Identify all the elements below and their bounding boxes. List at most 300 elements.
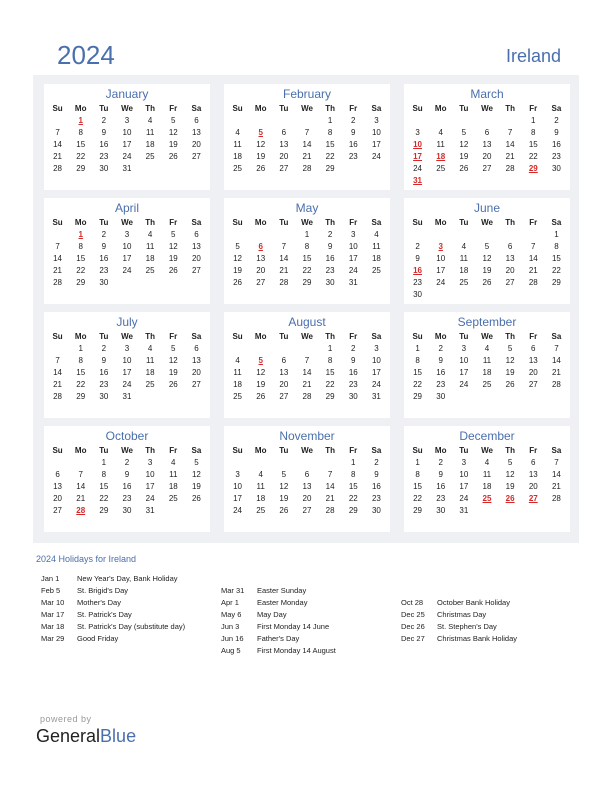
day-cell: 24: [122, 380, 132, 389]
day-cell: 3: [124, 230, 130, 239]
holidays-title: 2024 Holidays for Ireland: [36, 554, 137, 564]
weekday-label: Mo: [434, 332, 447, 341]
day-cell: 5: [484, 242, 490, 251]
weekday-header: [46, 444, 208, 457]
month-name: July: [116, 315, 138, 329]
day-cell: 22: [413, 380, 423, 389]
week-row: [226, 253, 388, 265]
day-cell: 28: [53, 278, 63, 287]
empty-day-cell: [295, 343, 318, 355]
weekday-label: Mo: [74, 218, 87, 227]
empty-day-cell: [499, 115, 522, 127]
day-cell: 25: [145, 152, 155, 161]
day-cell: 11: [145, 128, 155, 137]
day-cell: 31: [122, 392, 132, 401]
day-cell: 26: [256, 164, 266, 173]
month-name: January: [105, 87, 149, 101]
day-cell: 30: [99, 392, 109, 401]
week-row: [406, 139, 568, 151]
day-cell: 2: [101, 230, 107, 239]
day-cell: 3: [461, 344, 467, 353]
weekday-header: [406, 330, 568, 343]
month-january: [44, 84, 210, 190]
day-cell: 11: [256, 482, 265, 491]
weekday-label: Su: [232, 104, 243, 113]
empty-day-cell: [429, 115, 452, 127]
day-cell: 12: [256, 368, 266, 377]
empty-day-cell: [295, 115, 318, 127]
day-cell: 11: [169, 470, 178, 479]
holiday-date: Jun 3: [221, 622, 240, 631]
weekday-label: We: [301, 332, 313, 341]
empty-day-cell: [365, 163, 388, 175]
holiday-name: St. Patrick's Day (substitute day): [77, 622, 186, 631]
day-cell: 13: [302, 482, 312, 491]
holiday-date: Mar 31: [221, 586, 245, 595]
day-cell: 11: [482, 470, 492, 479]
day-cell: 26: [168, 380, 178, 389]
holiday-entry: [401, 609, 517, 621]
day-cell: 12: [168, 356, 178, 365]
holiday-entry: [401, 633, 517, 645]
week-row: [46, 481, 208, 493]
empty-day-cell: [162, 163, 185, 175]
day-cell: 21: [505, 152, 515, 161]
day-cell: 5: [507, 344, 513, 353]
day-cell: 4: [147, 116, 153, 125]
day-cell: 7: [554, 344, 559, 353]
day-cell: 16: [122, 482, 132, 491]
week-row: [46, 151, 208, 163]
day-cell: 22: [348, 494, 358, 503]
months-grid: [44, 84, 570, 536]
day-cell: 5: [461, 128, 467, 137]
empty-day-cell: [452, 289, 475, 301]
week-row: [226, 379, 388, 391]
week-row: [226, 493, 388, 505]
day-cell: 7: [554, 458, 559, 467]
week-row: [226, 367, 388, 379]
holiday-name: Mother's Day: [77, 598, 121, 607]
holiday-entry: [401, 597, 517, 609]
day-cell: 17: [122, 368, 132, 377]
empty-day-cell: [475, 391, 498, 403]
empty-day-cell: [162, 505, 185, 517]
day-cell: 21: [325, 494, 335, 503]
week-row: [226, 391, 388, 403]
week-row: [226, 241, 388, 253]
day-cell: 2: [351, 116, 356, 125]
day-cell: 17: [459, 482, 469, 491]
weekday-label: Tu: [459, 104, 469, 113]
day-cell: 22: [528, 152, 538, 161]
holiday-list-column-2: [221, 585, 336, 657]
holiday-entry: [41, 585, 185, 597]
day-cell: 13: [482, 140, 492, 149]
day-cell: 30: [413, 290, 423, 299]
day-cell: 22: [325, 380, 335, 389]
day-cell: 20: [191, 140, 201, 149]
empty-day-cell: [249, 343, 272, 355]
day-cell: 10: [459, 470, 469, 479]
day-cell: 8: [351, 470, 356, 479]
weekday-label: Fr: [529, 218, 538, 227]
day-cell: 14: [325, 482, 335, 491]
day-cell: 5: [171, 116, 176, 125]
holiday-name: St. Stephen's Day: [437, 622, 497, 631]
weekday-label: Tu: [279, 218, 289, 227]
day-cell: 3: [124, 344, 130, 353]
week-row: [46, 391, 208, 403]
day-cell: 30: [436, 506, 446, 515]
day-cell: 9: [101, 242, 107, 251]
empty-day-cell: [226, 115, 249, 127]
day-cell: 1: [531, 116, 536, 125]
day-cell: 8: [304, 242, 310, 251]
day-cell: 30: [551, 164, 561, 173]
day-cell: 27: [302, 506, 312, 515]
empty-day-cell: [139, 277, 162, 289]
month-september: [404, 312, 570, 418]
empty-day-cell: [226, 229, 249, 241]
day-cell: 8: [415, 470, 420, 479]
holiday-day-cell: 10: [413, 140, 423, 149]
day-cell: 26: [168, 152, 178, 161]
week-row: [46, 379, 208, 391]
day-cell: 27: [53, 506, 63, 515]
holiday-date: Mar 17: [41, 610, 65, 619]
holiday-day-cell: 16: [413, 266, 423, 275]
empty-day-cell: [522, 229, 545, 241]
weekday-label: Fr: [349, 446, 358, 455]
day-cell: 14: [53, 140, 63, 149]
day-cell: 21: [53, 380, 63, 389]
day-cell: 15: [325, 368, 335, 377]
day-cell: 19: [168, 140, 178, 149]
holiday-list-column-1: [41, 573, 185, 645]
day-cell: 2: [124, 458, 130, 467]
day-cell: 28: [325, 506, 335, 515]
week-row: [406, 151, 568, 163]
day-cell: 2: [351, 344, 356, 353]
weekday-label: We: [121, 446, 133, 455]
weekday-label: Sa: [191, 104, 202, 113]
week-row: [226, 355, 388, 367]
day-cell: 16: [371, 482, 381, 491]
empty-day-cell: [249, 229, 272, 241]
holiday-entry: [41, 609, 185, 621]
week-row: [406, 505, 568, 517]
empty-day-cell: [522, 505, 545, 517]
weekday-header: [406, 216, 568, 229]
week-row: [46, 265, 208, 277]
holiday-name: Good Friday: [77, 634, 119, 643]
day-cell: 11: [459, 254, 468, 263]
weekday-label: Sa: [371, 104, 382, 113]
empty-day-cell: [406, 115, 429, 127]
holiday-date: Apr 1: [221, 598, 239, 607]
holiday-entry: [221, 585, 336, 597]
day-cell: 9: [124, 470, 130, 479]
day-cell: 18: [459, 266, 469, 275]
day-cell: 19: [505, 368, 515, 377]
month-may: [224, 198, 390, 304]
day-cell: 10: [371, 128, 381, 137]
empty-day-cell: [545, 175, 568, 187]
year-title: 2024: [57, 40, 115, 70]
day-cell: 12: [279, 482, 289, 491]
day-cell: 21: [302, 380, 312, 389]
week-row: [226, 151, 388, 163]
week-row: [46, 343, 208, 355]
holiday-day-cell: 28: [76, 506, 86, 515]
weekday-label: Mo: [434, 446, 447, 455]
week-row: [406, 127, 568, 139]
holiday-entry: [221, 645, 336, 657]
week-row: [406, 229, 568, 241]
holiday-date: Dec 27: [401, 634, 425, 643]
day-cell: 18: [233, 380, 243, 389]
day-cell: 31: [145, 506, 155, 515]
week-row: [226, 139, 388, 151]
day-cell: 6: [281, 356, 287, 365]
weekday-label: Th: [505, 104, 516, 113]
day-cell: 16: [99, 140, 109, 149]
day-cell: 28: [551, 380, 561, 389]
weekday-label: Mo: [74, 104, 87, 113]
day-cell: 1: [554, 230, 559, 239]
weekday-label: Th: [145, 104, 156, 113]
day-cell: 26: [256, 392, 266, 401]
day-cell: 7: [55, 242, 60, 251]
day-cell: 2: [438, 458, 443, 467]
day-cell: 18: [256, 494, 266, 503]
day-cell: 18: [145, 368, 155, 377]
weekday-label: Sa: [371, 446, 382, 455]
holiday-entry: [41, 597, 185, 609]
day-cell: 23: [122, 494, 132, 503]
day-cell: 3: [351, 230, 356, 239]
day-cell: 24: [459, 380, 469, 389]
holiday-day-cell: 26: [505, 494, 515, 503]
day-cell: 16: [436, 482, 446, 491]
day-cell: 2: [101, 344, 107, 353]
day-cell: 4: [258, 470, 263, 479]
day-cell: 24: [371, 380, 381, 389]
day-cell: 10: [348, 242, 358, 251]
day-cell: 18: [371, 254, 381, 263]
weekday-label: Mo: [254, 218, 267, 227]
month-name: May: [295, 201, 319, 215]
day-cell: 14: [53, 254, 63, 263]
day-cell: 2: [438, 344, 443, 353]
day-cell: 15: [413, 482, 423, 491]
day-cell: 5: [507, 458, 513, 467]
month-november: [224, 426, 390, 532]
weekday-label: Tu: [279, 104, 289, 113]
day-cell: 9: [351, 128, 356, 137]
holiday-entry: [41, 621, 185, 633]
day-cell: 14: [505, 140, 515, 149]
day-cell: 4: [374, 230, 379, 239]
empty-day-cell: [162, 277, 185, 289]
day-cell: 12: [168, 242, 178, 251]
day-cell: 3: [461, 458, 467, 467]
day-cell: 8: [327, 356, 333, 365]
day-cell: 1: [351, 458, 356, 467]
day-cell: 1: [415, 344, 420, 353]
day-cell: 24: [233, 506, 243, 515]
holiday-day-cell: 27: [528, 494, 538, 503]
weekday-header: [46, 330, 208, 343]
empty-day-cell: [272, 457, 295, 469]
holiday-entry: [41, 633, 185, 645]
day-cell: 26: [505, 380, 515, 389]
empty-day-cell: [139, 163, 162, 175]
day-cell: 27: [191, 152, 201, 161]
day-cell: 6: [507, 242, 513, 251]
empty-day-cell: [475, 505, 498, 517]
weekday-label: Fr: [349, 332, 358, 341]
day-cell: 16: [325, 254, 335, 263]
week-row: [406, 115, 568, 127]
day-cell: 4: [484, 458, 490, 467]
day-cell: 23: [371, 494, 381, 503]
empty-day-cell: [522, 289, 545, 301]
day-cell: 12: [459, 140, 469, 149]
day-cell: 4: [438, 128, 443, 137]
day-cell: 20: [279, 380, 289, 389]
day-cell: 13: [279, 140, 289, 149]
week-row: [46, 505, 208, 517]
week-row: [46, 163, 208, 175]
day-cell: 22: [99, 494, 109, 503]
week-row: [226, 277, 388, 289]
month-march: [404, 84, 570, 190]
empty-day-cell: [185, 163, 208, 175]
day-cell: 7: [531, 242, 536, 251]
weekday-label: Fr: [169, 104, 178, 113]
holiday-entry: [221, 597, 336, 609]
country-title: Ireland: [505, 46, 561, 66]
week-row: [406, 493, 568, 505]
empty-day-cell: [452, 391, 475, 403]
day-cell: 22: [76, 152, 86, 161]
day-cell: 21: [302, 152, 312, 161]
empty-day-cell: [429, 229, 452, 241]
day-cell: 23: [436, 380, 446, 389]
empty-day-cell: [69, 457, 92, 469]
month-june: [404, 198, 570, 304]
day-cell: 24: [371, 152, 381, 161]
week-row: [226, 115, 388, 127]
day-cell: 25: [436, 164, 446, 173]
day-cell: 15: [76, 254, 86, 263]
day-cell: 24: [436, 278, 446, 287]
holiday-day-cell: 31: [413, 176, 423, 185]
weekday-label: We: [481, 218, 493, 227]
week-row: [46, 115, 208, 127]
day-cell: 24: [413, 164, 423, 173]
day-cell: 10: [145, 470, 155, 479]
week-row: [46, 469, 208, 481]
day-cell: 29: [325, 392, 335, 401]
empty-day-cell: [545, 505, 568, 517]
day-cell: 17: [233, 494, 243, 503]
day-cell: 24: [145, 494, 155, 503]
holiday-name: Easter Sunday: [257, 586, 307, 595]
weekday-label: We: [121, 218, 133, 227]
holiday-day-cell: 29: [528, 164, 538, 173]
day-cell: 22: [413, 494, 423, 503]
day-cell: 29: [76, 278, 86, 287]
day-cell: 19: [168, 368, 178, 377]
weekday-label: We: [121, 332, 133, 341]
empty-day-cell: [249, 457, 272, 469]
empty-day-cell: [475, 175, 498, 187]
holiday-entry: [221, 633, 336, 645]
day-cell: 18: [168, 482, 178, 491]
empty-day-cell: [365, 277, 388, 289]
month-july: [44, 312, 210, 418]
day-cell: 13: [505, 254, 515, 263]
weekday-label: Mo: [254, 332, 267, 341]
holiday-date: Mar 29: [41, 634, 65, 643]
day-cell: 21: [53, 152, 63, 161]
weekday-header: [46, 216, 208, 229]
day-cell: 14: [76, 482, 86, 491]
day-cell: 20: [528, 368, 538, 377]
holiday-name: May Day: [257, 610, 287, 619]
weekday-label: Su: [412, 446, 423, 455]
weekday-label: Th: [325, 332, 336, 341]
day-cell: 24: [122, 266, 132, 275]
day-cell: 20: [528, 482, 538, 491]
week-row: [46, 493, 208, 505]
day-cell: 18: [482, 482, 492, 491]
holiday-date: Mar 18: [41, 622, 65, 631]
day-cell: 15: [302, 254, 312, 263]
day-cell: 8: [101, 470, 107, 479]
day-cell: 30: [325, 278, 335, 287]
holiday-name: New Year's Day, Bank Holiday: [77, 574, 178, 583]
day-cell: 19: [482, 266, 492, 275]
day-cell: 20: [256, 266, 266, 275]
weekday-label: Fr: [529, 104, 538, 113]
day-cell: 7: [304, 356, 310, 365]
day-cell: 14: [53, 368, 63, 377]
weekday-label: Mo: [434, 104, 447, 113]
holiday-date: Feb 5: [41, 586, 61, 595]
empty-day-cell: [272, 229, 295, 241]
day-cell: 19: [256, 380, 266, 389]
day-cell: 7: [327, 470, 333, 479]
weekday-label: Fr: [529, 446, 538, 455]
day-cell: 13: [191, 128, 201, 137]
day-cell: 9: [438, 470, 443, 479]
week-row: [406, 469, 568, 481]
week-row: [406, 343, 568, 355]
weekday-label: Tu: [279, 332, 289, 341]
weekday-header: [406, 444, 568, 457]
holiday-date: Oct 28: [401, 598, 424, 607]
empty-day-cell: [475, 115, 498, 127]
day-cell: 15: [528, 140, 538, 149]
day-cell: 9: [101, 356, 107, 365]
holiday-day-cell: 5: [258, 128, 263, 137]
weekday-label: We: [481, 446, 493, 455]
day-cell: 10: [122, 128, 132, 137]
